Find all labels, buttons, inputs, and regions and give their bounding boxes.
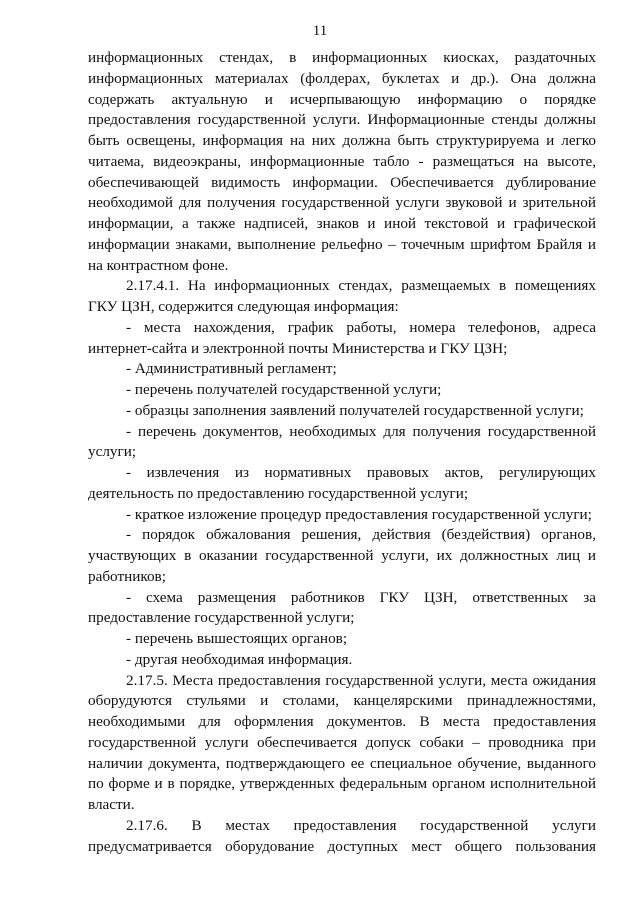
paragraph: - схема размещения работников ГКУ ЦЗН, ответственных за предоставление государственной услуги;: [88, 588, 596, 627]
paragraph: - краткое изложение процедур предоставления государственной услуги;: [126, 505, 592, 523]
document-body: [88, 48, 596, 857]
paragraph: - образцы заполнения заявлений получателей государственной услуги;: [126, 401, 584, 419]
paragraph: - Административный регламент;: [126, 360, 337, 378]
paragraph: - порядок обжалования решения, действия (бездействия) органов, участвующих в оказании государственной услуги, их должностных лиц и работников;: [88, 526, 596, 585]
paragraph: 2.17.4.1. На информационных стендах, размещаемых в помещениях ГКУ ЦЗН, содержится следующая информация:: [88, 277, 596, 315]
paragraph: 2.17.6. В местах предоставления государственной услуги предусматривается оборудование доступных мест общего пользования: [88, 816, 596, 855]
paragraph: информационных стендах, в информационных киосках, раздаточных информационных материалах (фолдерах, буклетах и др.). Она должна содержать актуальную и исчерпывающую информацию о порядке предоставления государственной услуги. Информационные стенды должны быть освещены, информация на них должна быть структурируема и легко читаема, видеоэкраны, информационные табло - размещаться на высоте, обеспечивающей видимость информации. Обеспечивается дублирование необходимой для получения государственной услуги звуковой и зрительной информации, а также надписей, знаков и иной текстовой и графической информации знаками, выполнение рельефно – точечным шрифтом Брайля и на контрастном фоне.: [88, 49, 596, 274]
paragraph: - другая необходимая информация.: [126, 650, 353, 668]
paragraph: - перечень вышестоящих органов;: [126, 630, 348, 647]
page-number: 11: [312, 23, 328, 39]
paragraph: - извлечения из нормативных правовых актов, регулирующих деятельность по предоставлению государственной услуги;: [88, 464, 596, 502]
paragraph: - перечень получателей государственной услуги;: [126, 381, 442, 398]
paragraph: 2.17.5. Места предоставления государственной услуги, места ожидания оборудуются стульями и столами, канцелярскими принадлежностями, необходимыми для оформления документов. В места предоставления государственной услуги обеспечивается допуск собаки – проводника при наличии документа, подтверждающего ее специальное обучение, выданного по форме и в порядке, утвержденных федеральным органом исполнительной власти.: [88, 671, 596, 813]
paragraph: - перечень документов, необходимых для получения государственной услуги;: [88, 422, 596, 461]
paragraph: - места нахождения, график работы, номера телефонов, адреса интернет-сайта и электронной почты Министерства и ГКУ ЦЗН;: [88, 318, 596, 357]
